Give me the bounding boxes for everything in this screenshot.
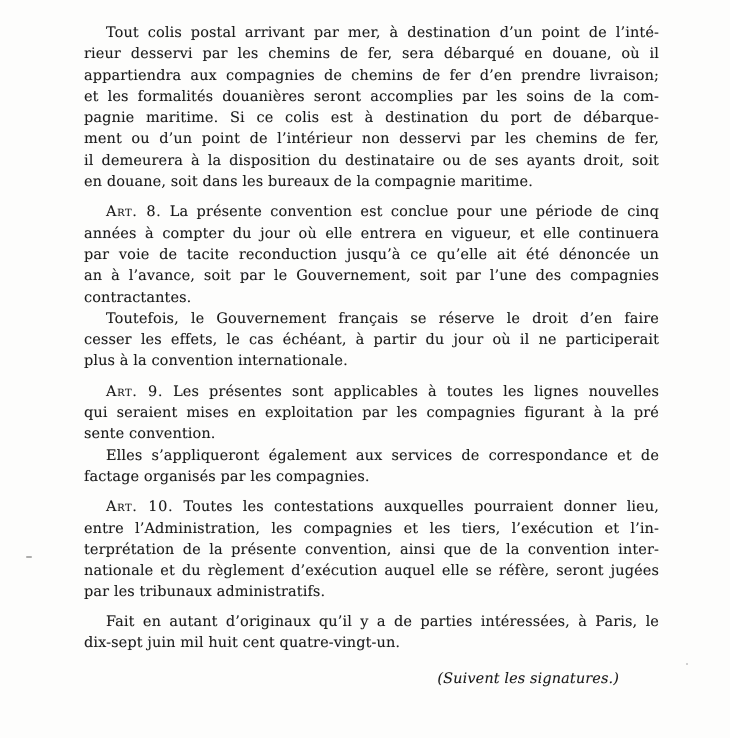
text-line: Toutefois, le Gouvernement français se réserve le droit d’en faire (106, 310, 659, 327)
text-line: an à l’avance, soit par le Gouvernement, soit par l’une des compagnies (84, 268, 659, 285)
text-line: qui seraient mises en exploitation par les compagnies figurant à la pré (84, 405, 659, 422)
article-label: Art. 8. (106, 204, 162, 221)
body-paragraph (84, 446, 659, 489)
text-line: terprétation de la présente convention, ainsi que de la convention inter- (84, 541, 659, 558)
article-label: Art. 9. (106, 383, 164, 400)
text-line: par voie de tacite reconduction jusqu’à ce qu’elle ait été dénoncée un (84, 246, 659, 263)
document-text-block (84, 23, 659, 691)
text-line: sente convention. (84, 426, 216, 443)
text-line: ment ou d’un point de l’intérieur non desservi par les chemins de fer, (84, 131, 659, 148)
article-paragraph (84, 382, 659, 446)
text-line: il demeurera à la disposition du destinataire ou de ses ayants droit, soit (84, 152, 659, 169)
text-line: contractantes. (84, 289, 192, 306)
text-line: (Suivent les signatures.) (437, 671, 619, 688)
text-line: plus à la convention internationale. (84, 353, 348, 370)
text-line: Art. 10. Toutes les contestations auxquelles pourraient donner lieu, (106, 499, 659, 516)
scan-artifact-margin-dash (26, 556, 32, 558)
text-line: nationale et du règlement d’exécution auquel elle se réfère, seront jugées (84, 563, 659, 580)
article-paragraph (84, 497, 659, 603)
body-paragraph (84, 23, 659, 193)
text-line: entre l’Administration, les compagnies et les tiers, l’exécution et l’in- (84, 520, 659, 537)
body-paragraph (84, 612, 659, 655)
text-line: pagnie maritime. Si ce colis est à destination du port de débarque- (84, 110, 659, 127)
text-line: en douane, soit dans les bureaux de la compagnie maritime. (84, 174, 533, 191)
text-line: dix-sept juin mil huit cent quatre-vingt-un. (84, 635, 401, 652)
text-line: factage organisés par les compagnies. (84, 468, 370, 485)
article-label: Art. 10. (106, 499, 174, 516)
text-line: Art. 9. Les présentes sont applicables à toutes les lignes nouvelles (106, 383, 659, 400)
text-line: Tout colis postal arrivant par mer, à destination d’un point de l’inté- (106, 25, 659, 41)
text-line: années à compter du jour où elle entrera en vigueur, et elle continuera (84, 225, 659, 242)
text-line: rieur desservi par les chemins de fer, sera débarqué en douane, où il (84, 46, 659, 63)
text-line: Elles s’appliqueront également aux services de correspondance et de (106, 447, 659, 464)
text-line: Fait en autant d’originaux qu’il y a de parties intéressées, à Paris, le (106, 613, 659, 630)
article-paragraph (84, 202, 659, 308)
text-line: Art. 8. La présente convention est conclue pour une période de cinq (106, 204, 659, 221)
signature-paragraph (84, 669, 659, 690)
text-line: et les formalités douanières seront accomplies par les soins de la com- (84, 88, 659, 105)
body-paragraph (84, 309, 659, 373)
scan-artifact-speck (686, 663, 688, 665)
text-line: appartiendra aux compagnies de chemins de fer d’en prendre livraison; (84, 67, 659, 84)
text-line: cesser les effets, le cas échéant, à partir du jour où il ne participerait (84, 332, 659, 349)
text-line: par les tribunaux administratifs. (84, 584, 326, 601)
